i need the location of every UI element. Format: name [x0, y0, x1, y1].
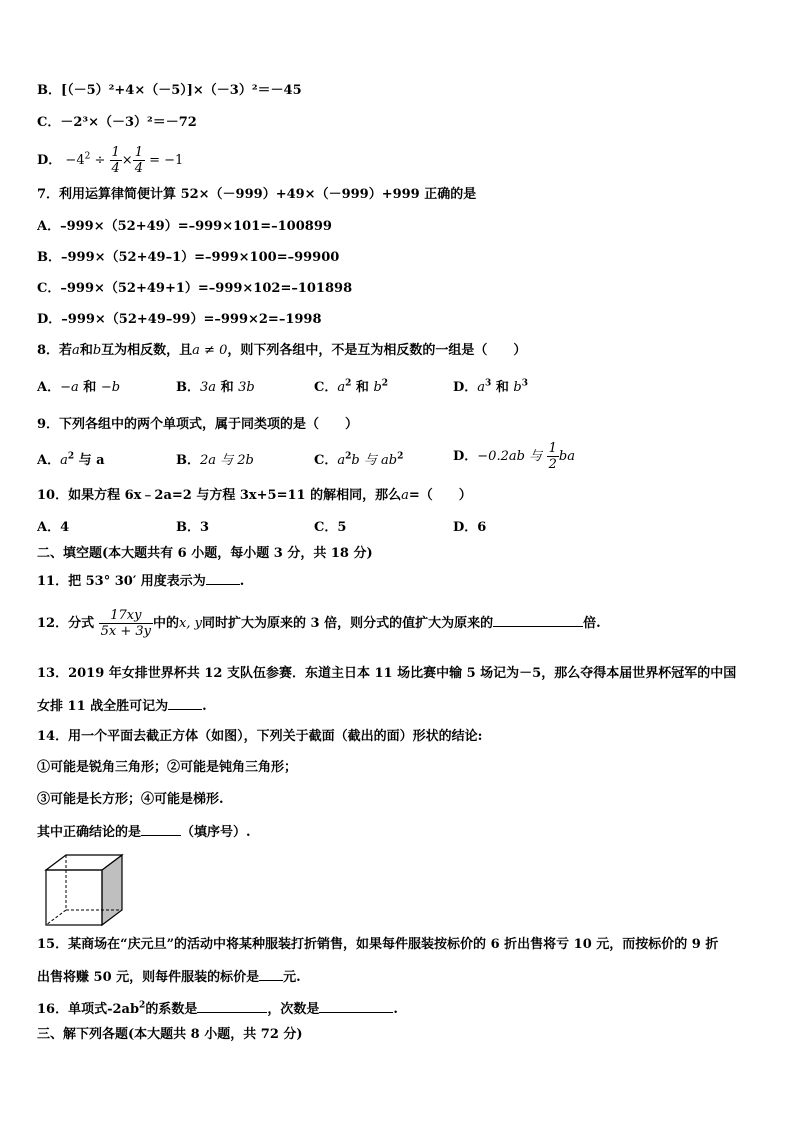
- q7-option-a: A．–999×（52+49）=–999×101=–100899: [37, 219, 332, 234]
- q10-option-d: D．6: [453, 520, 487, 535]
- q9-option-a: A．$a^2$ 与 a: [37, 451, 105, 468]
- fraction: $\frac{1}{4}$: [134, 145, 143, 176]
- section-heading-solve: 三、解下列各题(本大题共 8 小题，共 72 分): [37, 1027, 303, 1042]
- q8-option-c: C．$a^2$ 和 $b^2$: [314, 378, 389, 395]
- q7-option-b: B．–999×（52+49–1）=–999×100=–99900: [37, 250, 340, 265]
- q14-line1: ①可能是锐角三角形；②可能是钝角三角形；: [37, 760, 298, 775]
- q14-stem: 14．用一个平面去截正方体（如图），下列关于截面（截出的面）形状的结论:: [37, 729, 483, 744]
- q10-option-c: C．5: [314, 520, 347, 535]
- q13-line1: 13．2019 年女排世界杯共 12 支队伍参赛．东道主日本 11 场比赛中输 5 场记为－5，那么夺得本届世界杯冠军的中国: [37, 666, 737, 681]
- section-heading-fill-in: 二、填空题(本大题共有 6 小题，每小题 3 分，共 18 分): [37, 546, 373, 561]
- q6-option-c: C．－2³×（－3）²＝－72: [37, 115, 197, 130]
- q14-line2: ③可能是长方形；④可能是梯形.: [37, 792, 224, 807]
- q12: 12．分式 $\frac{17xy}{5x + 3y}$ 中的x, y同时扩大为原来的 3 倍，则分式的值扩大为原来的 倍.: [37, 608, 601, 639]
- q14-line3: 其中正确结论的是 （填序号）.: [37, 825, 251, 840]
- q9-stem: 9．下列各组中的两个单项式，属于同类项的是（ ）: [37, 417, 359, 432]
- q9-option-d: D．−0.2ab 与 $\frac{1}{2}$ ba: [453, 441, 575, 472]
- answer-blank: [319, 1000, 393, 1013]
- q6-option-d: D． $-4^2$ ÷ $\frac{1}{4}$ × $\frac{1}{4}$ = −1: [37, 145, 184, 176]
- q10-option-a: A．4: [37, 520, 70, 535]
- answer-blank: [206, 572, 240, 585]
- q8-option-b: B．3a 和 3b: [176, 380, 255, 395]
- q9-option-c: C．$a^2b$ 与 $ab^2$: [314, 451, 404, 468]
- q15-line1: 15．某商场在“庆元旦”的活动中将某种服装打折销售，如果每件服装按标价的 6 折出售将亏 10 元，而按标价的 9 折: [37, 937, 719, 952]
- fraction: $\frac{1}{4}$: [111, 145, 120, 176]
- q6-option-b: B．[（－5）²+4×（－5）]×（－3）²＝－45: [37, 83, 302, 98]
- q7-option-c: C．–999×（52+49+1）=–999×102=–101898: [37, 281, 353, 296]
- q8-stem: 8．若a和b互为相反数，且a ≠ 0，则下列各组中，不是互为相反数的一组是（ ）: [37, 343, 527, 358]
- answer-blank: [168, 697, 202, 710]
- fraction: $\frac{17xy}{5x + 3y}$: [100, 608, 151, 639]
- q16: 16．单项式$-2ab^2$的系数是 ，次数是 .: [37, 1000, 398, 1017]
- q7-stem: 7．利用运算律简便计算 52×（－999）+49×（－999）+999 正确的是: [37, 187, 477, 202]
- fraction: $\frac{1}{2}$: [548, 441, 557, 472]
- q7-option-d: D．–999×（52+49–99）=–999×2=–1998: [37, 312, 322, 327]
- cube-figure: [42, 852, 132, 932]
- q13-line2: 女排 11 战全胜可记为 .: [37, 699, 207, 714]
- q8-option-a: A．−a 和 −b: [37, 380, 121, 395]
- q8-option-d: D．$a^3$ 和 $b^3$: [453, 378, 528, 395]
- cube-hidden-edge: [46, 910, 66, 925]
- q9-option-b: B．2a 与 2b: [176, 453, 254, 468]
- q15-line2: 出售将赚 50 元，则每件服装的标价是 元.: [37, 970, 301, 985]
- cube-front-face: [46, 870, 102, 925]
- answer-blank: [493, 614, 583, 627]
- q10-option-b: B．3: [176, 520, 210, 535]
- answer-blank: [259, 968, 283, 981]
- q11: 11．把 53° 30′ 用度表示为 .: [37, 574, 245, 589]
- answer-blank: [141, 823, 181, 836]
- answer-blank: [197, 1000, 267, 1013]
- q10-stem: 10．如果方程 6x﹣2a=2 与方程 3x+5=11 的解相同，那么a=（ ）: [37, 488, 472, 503]
